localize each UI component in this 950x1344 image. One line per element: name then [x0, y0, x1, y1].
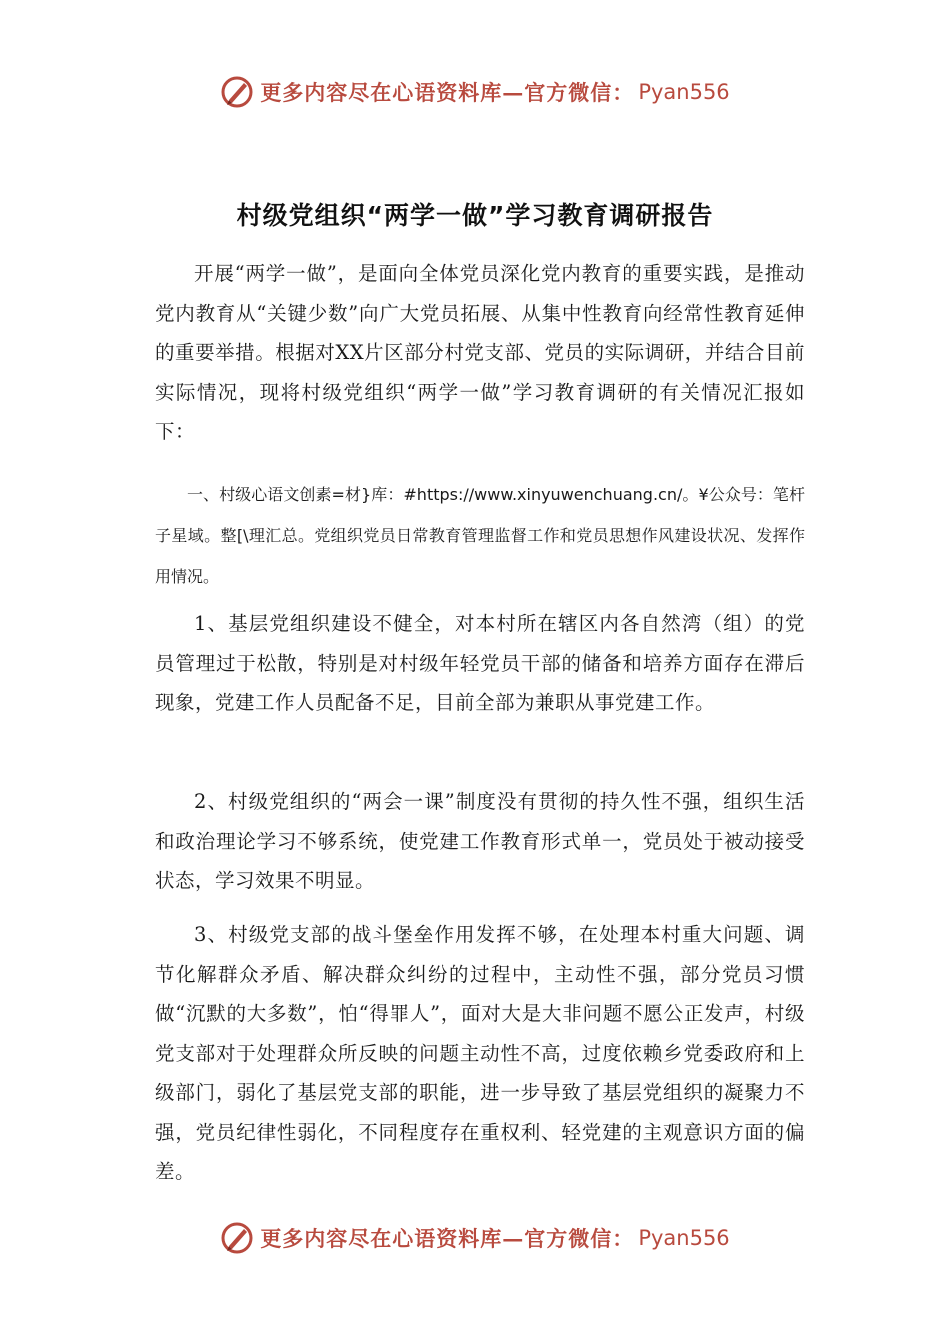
paragraph-item-2: 2、村级党组织的“两会一课”制度没有贯彻的持久性不强，组织生活和政治理论学习不够系统，使党建工作教育形式单一，党员处于被动接受状态，学习效果不明显。 [155, 790, 805, 892]
paragraph-item-1: 1、基层党组织建设不健全，对本村所在辖区内各自然湾（组）的党员管理过于松散，特别是对村级年轻党员干部的储备和培养方面存在滞后现象，党建工作人员配备不足，目前全部为兼职从事党建工作。 [155, 612, 805, 714]
watermark-banner-bottom [0, 1216, 950, 1260]
page-title: 村级党组织“两学一做”学习教育调研报告 [236, 201, 714, 230]
watermark-text: 更多内容尽在心语资料库—官方微信： [260, 1226, 635, 1251]
pen-logo-icon [220, 75, 254, 109]
watermark-id: Pyan556 [638, 1226, 730, 1250]
paragraph-intro: 开展“两学一做”，是面向全体党员深化党内教育的重要实践，是推动党内教育从“关键少数”向广大党员拓展、从集中性教育向经常性教育延伸的重要举措。根据对XX片区部分村党支部、党员的实际调研，并结合目前实际情况，现将村级党组织“两学一做”学习教育调研的有关情况汇报如下： [155, 262, 805, 443]
watermark-banner-top [0, 70, 950, 114]
paragraph-section-1-heading: 一、村级心语文创素=材}库：#https://www.xinyuwenchuang.cn/。¥公众号：笔杆子星域。整[\理汇总。党组织党员日常教育管理监督工作和党员思想作风建设状况、发挥作用情况。 [155, 485, 805, 586]
watermark-text: 更多内容尽在心语资料库—官方微信： [260, 80, 635, 105]
paragraph-item-3: 3、村级党支部的战斗堡垒作用发挥不够，在处理本村重大问题、调节化解群众矛盾、解决群众纠纷的过程中，主动性不强，部分党员习惯做“沉默的大多数”，怕“得罪人”，面对大是大非问题不愿公正发声，村级党支部对于处理群众所反映的问题主动性不高，过度依赖乡党委政府和上级部门，弱化了基层党支部的职能，进一步导致了基层党组织的凝聚力不强，党员纪律性弱化，不同程度存在重权利、轻党建的主观意识方面的偏差。 [155, 923, 805, 1183]
pen-logo-icon [220, 1221, 254, 1255]
watermark-id: Pyan556 [638, 80, 730, 104]
